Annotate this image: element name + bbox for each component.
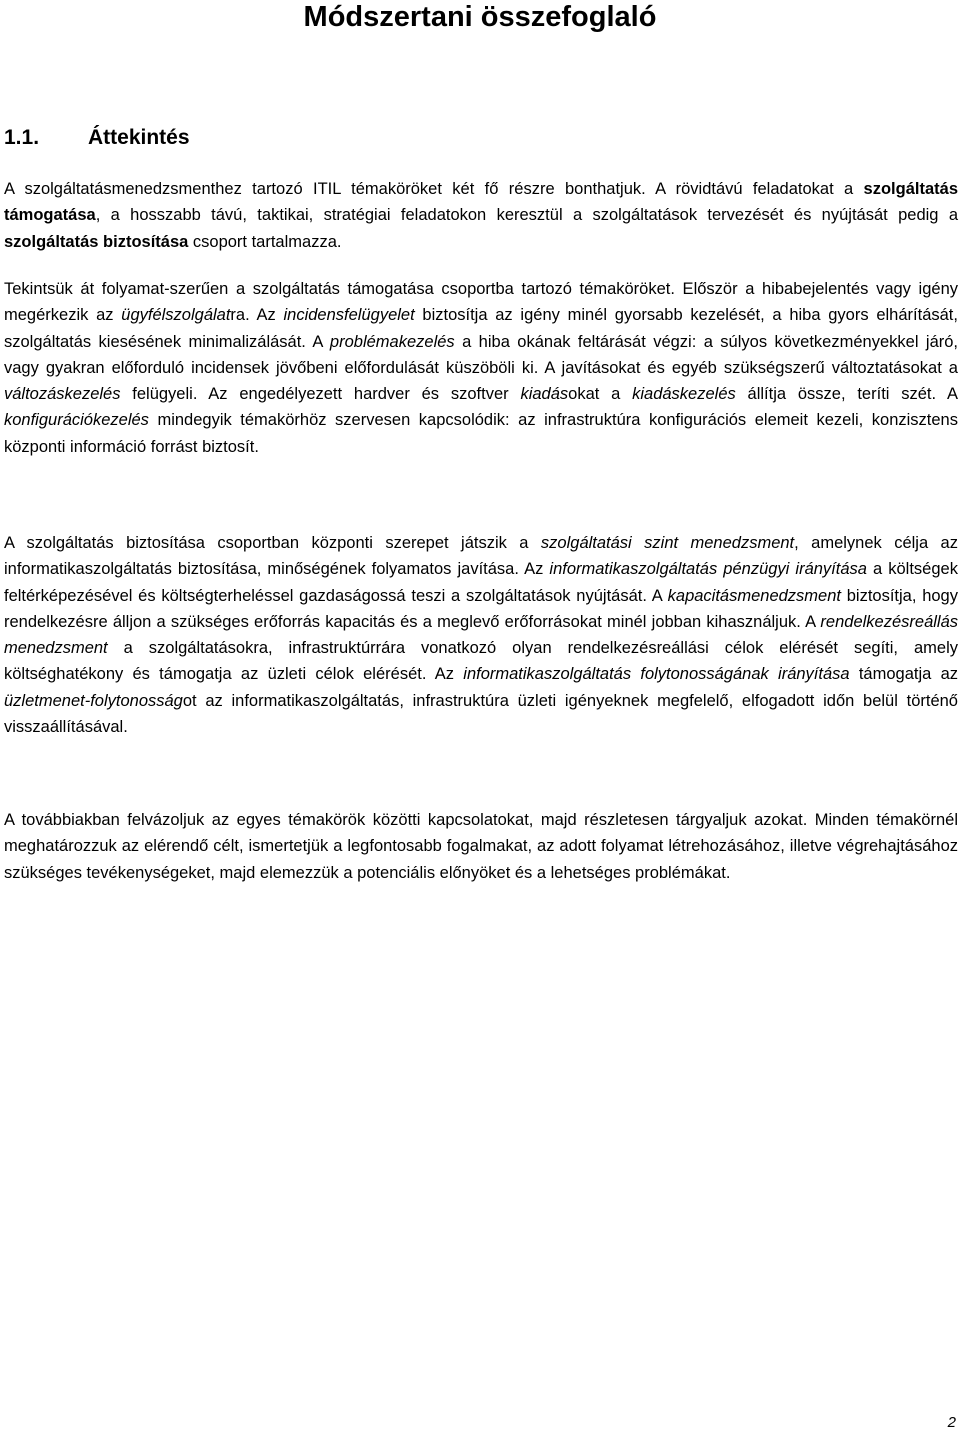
- section-heading: [4, 124, 190, 152]
- text-run: a szolgáltatásokra, infrastruktúrrára vonatkozó olyan rendelkezésreállási célok elérését segíti, amely költséghatékony és támogatja az üzleti célok elérését. Az: [4, 639, 958, 684]
- italic-term: konfigurációkezelés: [4, 411, 149, 430]
- text-run: állítja össze, teríti szét. A: [735, 385, 958, 404]
- text-run: A továbbiakban felvázoljuk az egyes témakörök közötti kapcsolatokat, majd részletesen tárgyaljuk azokat. Minden témakörnél meghatározzuk az elérendő célt, ismertetjük a legfontosabb fogalmakat, az adott folyamat létrehozásához, illetve végrehajtásához szükséges tevékenységeket, majd elemezzük a potenciális előnyöket és a lehetséges problémákat.: [4, 811, 958, 882]
- text-run: a hiba okának feltárását végzi: a súlyos következményekkel járó, vagy gyakran előforduló incidensek jövőbeni előfordulását küszöböli ki. A javításokat és egyéb szükségszerű változtatásokat a: [4, 332, 958, 377]
- text-run: a költségek feltérképezésével és költségterheléssel gazdaságossá teszi a szolgáltatások nyújtását. A: [4, 560, 958, 605]
- italic-term: üzletmenet-folytonosság: [4, 691, 183, 710]
- text-run: csoport tartalmazza.: [188, 232, 342, 251]
- paragraph-outlook: [4, 807, 958, 886]
- text-run: , a hosszabb távú, taktikai, stratégiai feladatokon keresztül a szolgáltatások tervezését és nyújtását pedig a: [95, 206, 958, 225]
- text-run: okat a: [568, 385, 633, 404]
- italic-term: kapacitásmenedzsment: [667, 586, 841, 605]
- italic-term: rendelkezésreállás menedzsment: [4, 612, 958, 658]
- italic-term: változáskezelés: [4, 385, 121, 404]
- italic-term: kiadáskezelés: [632, 385, 736, 404]
- text-run: mindegyik témakörhöz szervesen kapcsolódik: az infrastruktúra konfigurációs elemeit kezeli, konzisztens központi információ forrást biztosít.: [4, 411, 958, 456]
- text-run: ra. Az: [230, 306, 284, 325]
- bold-term: szolgáltatás biztosítása: [4, 232, 189, 251]
- italic-term: problémakezelés: [329, 332, 455, 351]
- page-number: 2: [947, 1414, 956, 1431]
- text-run: ot az informatikaszolgáltatás, infrastruktúra üzleti igényeknek megfelelő, elfogadott időn belül történő visszaállításával.: [4, 691, 958, 737]
- italic-term: incidensfelügyelet: [283, 306, 415, 325]
- text-run: támogatja az: [849, 665, 958, 684]
- text-run: , amelynek célja az informatikaszolgáltatás biztosítása, minőségének folyamatos javítása. Az: [4, 534, 958, 579]
- document-title: Módszertani összefoglaló: [303, 1, 657, 33]
- section-number: 1.1.: [4, 126, 40, 149]
- text-run: A szolgáltatásmenedzsmenthez tartozó ITIL témaköröket két fő részre bonthatjuk. A rövidtávú feladatokat a: [4, 180, 864, 198]
- section-title: Áttekintés: [88, 126, 190, 149]
- italic-term: informatikaszolgáltatás folytonosságának irányítása: [463, 665, 850, 684]
- paragraph-service-support: [4, 276, 958, 460]
- paragraph-overview: [4, 176, 958, 255]
- italic-term: szolgáltatási szint menedzsment: [540, 534, 795, 552]
- text-run: A szolgáltatás biztosítása csoportban központi szerepet játszik a: [4, 534, 541, 552]
- text-run: felügyeli. Az engedélyezett hardver és szoftver: [120, 385, 521, 404]
- text-run: biztosítja az igény minél gyorsabb kezelését, a hiba gyors elhárítását, szolgáltatás kiesésének minimalizálását. A: [4, 306, 958, 351]
- text-run: biztosítja, hogy rendelkezésre álljon a szükséges erőforrás kapacitás és a meglevő erőforrásokat minél jobban kihasználjuk. A: [4, 586, 958, 631]
- bold-term: szolgáltatás támogatása: [4, 180, 958, 225]
- italic-term: informatikaszolgáltatás pénzügyi irányítása: [549, 560, 867, 579]
- italic-term: ügyfélszolgálat: [121, 306, 231, 325]
- paragraph-service-delivery: [4, 530, 958, 740]
- text-run: Tekintsük át folyamat-szerűen a szolgáltatás támogatása csoportba tartozó témaköröket. Először a hibabejelentés vagy igény megérkezik az: [4, 280, 958, 325]
- italic-term: kiadás: [520, 385, 569, 404]
